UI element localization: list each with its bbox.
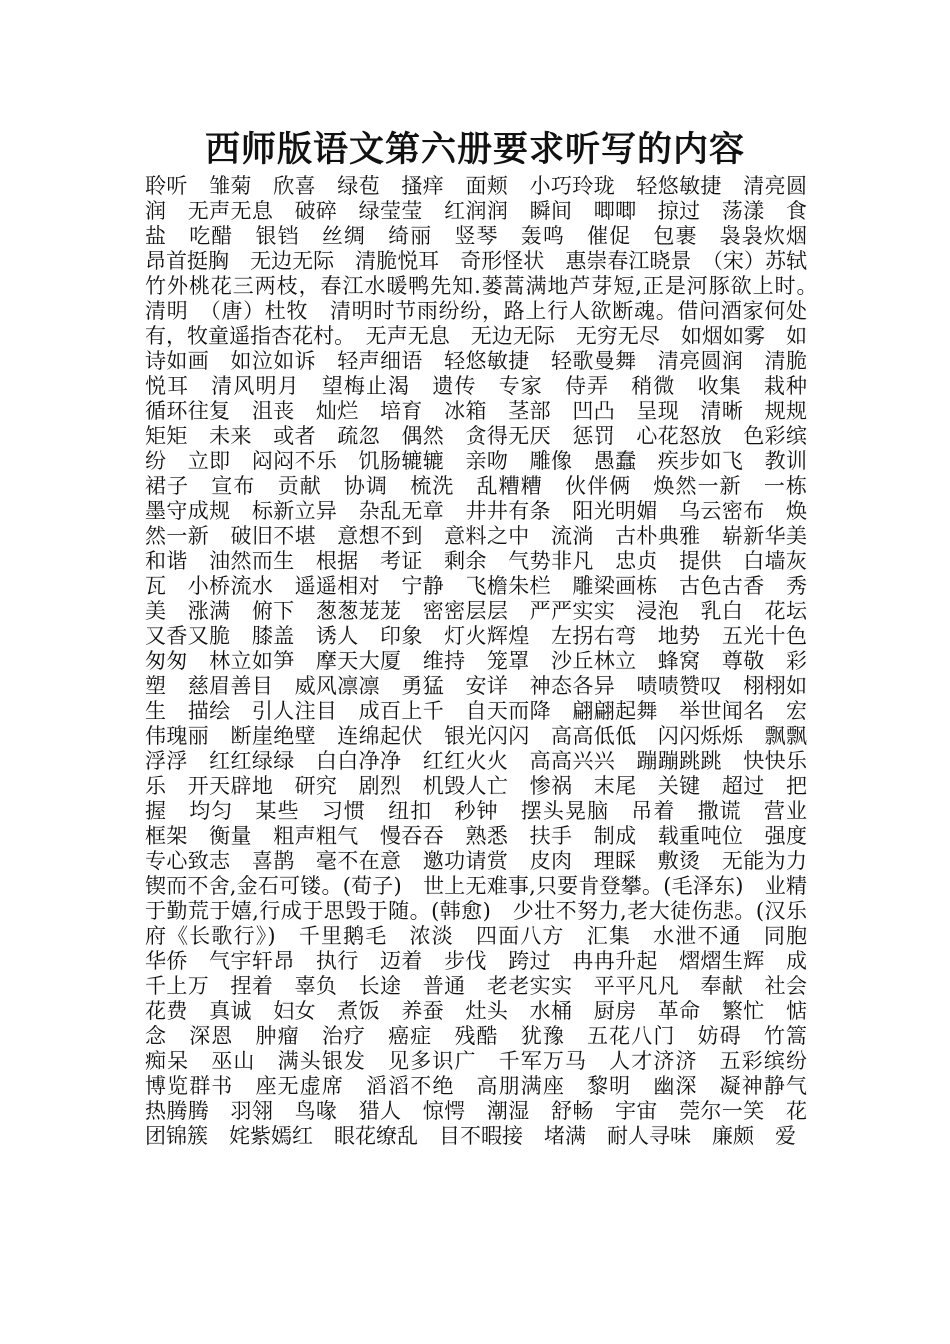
dictation-word-list: 聆听 雏菊 欣喜 绿苞 搔痒 面颊 小巧玲珑 轻悠敏捷 清亮圆润 无声无息 破碎 绿莹莹 红润润 瞬间 唧唧 掠过 荡漾 食盐 吃醋 银铛 丝绸 绮丽 竖琴 轰鸣 催促 包裹 袅袅炊烟 昂首挺胸 无边无际 清脆悦耳 奇形怪状 惠崇春江晓景 （宋）苏轼 竹外桃花三两枝，春江水暖鸭先知.蒌蒿满地芦芽短,正是河豚欲上时。 清明 （唐）杜牧 清明时节雨纷纷，路上行人欲断魂。借问酒家何处有，牧童遥指杏花村。 无声无息 无边无际 无穷无尽 如烟如雾 如诗如画 如泣如诉 轻声细语 轻悠敏捷 轻歌曼舞 清亮圆润 清脆悦耳 清风明月 望梅止渴 遗传 专家 侍弄 稍微 收集 栽种 循环往复 沮丧 灿烂 培育 冰箱 茎部 凹凸 呈现 清晰 规规矩矩 未来 或者 疏忽 偶然 贪得无厌 惩罚 心花怒放 色彩缤纷 立即 闷闷不乐 饥肠辘辘 亲吻 雕像 愚蠢 疾步如飞 教训 裙子 宣布 贡献 协调 梳洗 乱糟糟 伙伴俩 焕然一新 一栋 墨守成规 标新立异 杂乱无章 井井有条 阳光明媚 乌云密布 焕然一新 破旧不堪 意想不到 意料之中 流淌 古朴典雅 崭新华美 和谐 油然而生 根据 考证 剩余 气势非凡 忠贞 提供 白墙灰瓦 小桥流水 遥遥相对 宁静 飞檐朱栏 雕梁画栋 古色古香 秀美 涨满 俯下 葱葱茏茏 密密层层 严严实实 浸泡 乳白 花坛 又香又脆 膝盖 诱人 印象 灯火辉煌 左拐右弯 地势 五光十色 匆匆 林立如笋 摩天大厦 维持 笼罩 沙丘林立 蜂窝 尊敬 彩塑 慈眉善目 威风凛凛 勇猛 安详 神态各异 啧啧赞叹 栩栩如生 描绘 引人注目 成百上千 自天而降 翩翩起舞 举世闻名 宏伟瑰丽 断崖绝壁 连绵起伏 银光闪闪 高高低低 闪闪烁烁 飘飘浮浮 红红绿绿 白白净净 红红火火 高高兴兴 蹦蹦跳跳 快快乐乐 开天辟地 研究 剧烈 机毁人亡 惨祸 末尾 关键 超过 把握 均匀 某些 习惯 纽扣 秒钟 摆头晃脑 吊着 撒谎 营业 框架 衡量 粗声粗气 慢吞吞 熟悉 扶手 制成 载重吨位 强度 专心致志 喜鹊 毫不在意 邀功请赏 皮肉 理睬 敷烫 无能为力 锲而不舍,金石可镂。(荀子) 世上无难事,只要肯登攀。(毛泽东) 业精于勤荒于嬉,行成于思毁于随。(韩愈) 少壮不努力,老大徒伤悲。(汉乐府《长歌行》) 千里鹅毛 浓淡 四面八方 汇集 水泄不通 同胞 华侨 气宇轩昂 执行 迈着 步伐 跨过 冉冉升起 熠熠生辉 成千上万 捏着 辜负 长途 普通 老老实实 平平凡凡 奉献 社会 花费 真诚 妇女 煮饭 养蚕 灶头 水桶 厨房 革命 繁忙 惦念 深恩 肿瘤 治疗 癌症 残酷 犹豫 五花八门 妨碍 竹篙 痴呆 巫山 满头银发 见多识广 千军万马 人才济济 五彩缤纷 博览群书 座无虚席 滔滔不绝 高朋满座 黎明 幽深 凝神静气 热腾腾 羽翎 鸟喙 猎人 惊愕 潮湿 舒畅 宇宙 莞尔一笑 花团锦簇 姹紫嫣红 眼花缭乱 目不暇接 堵满 耐人寻味 廉颇 爱	[145, 174, 849, 1148]
page-title: 西师版语文第六册要求听写的内容	[204, 129, 745, 170]
